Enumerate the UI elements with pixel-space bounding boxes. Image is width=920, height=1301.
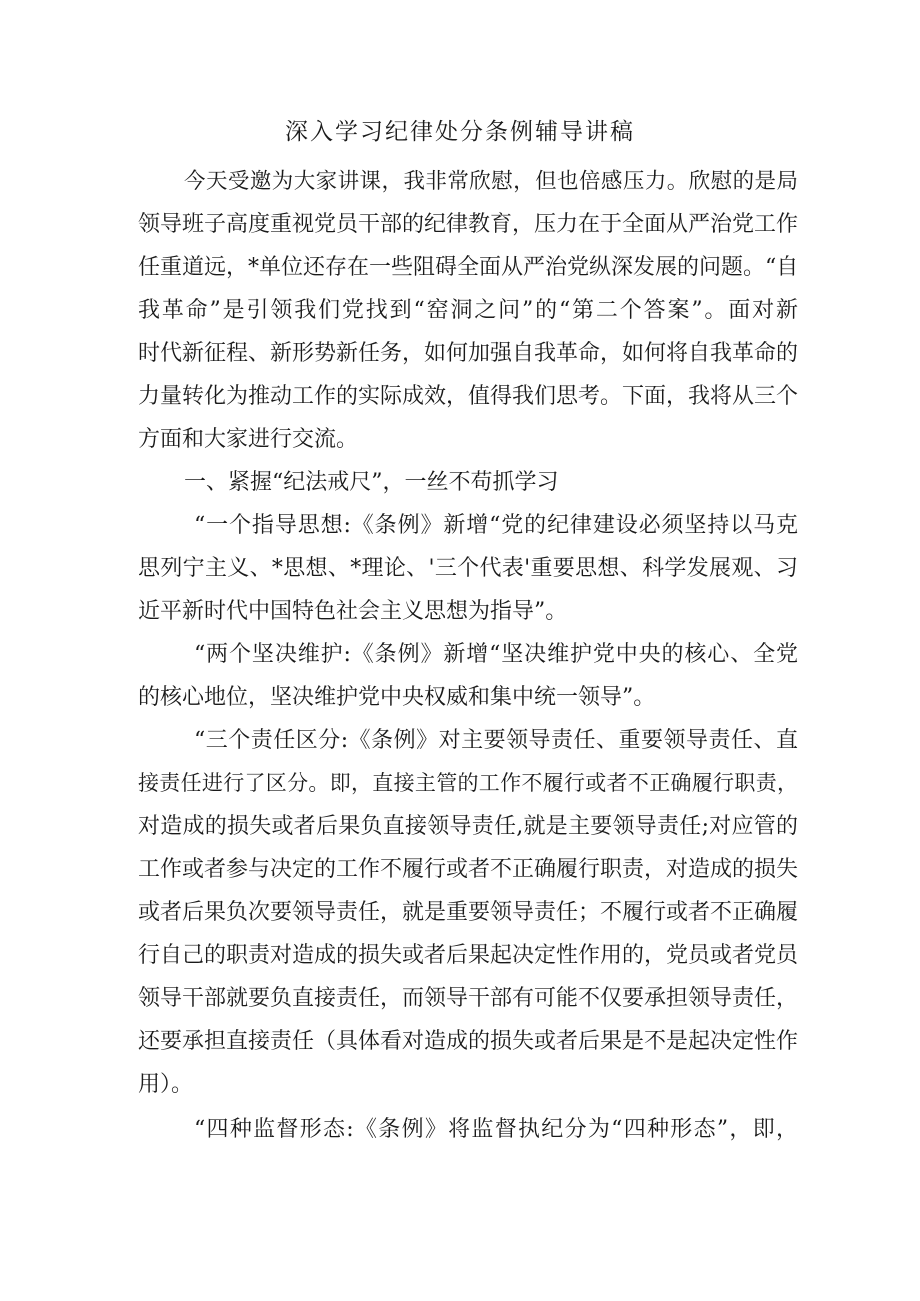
text-line: 领导班子高度重视党员干部的纪律教育，压力在于全面从严治党工作	[138, 212, 799, 237]
text-line: 接责任进行了区分。即，直接主管的工作不履行或者不正确履行职责，	[138, 771, 798, 795]
text-line: 思列宁主义、*思想、*理论、'三个代表'重要思想、科学发展观、习	[138, 556, 798, 581]
text-line: 行自己的职责对造成的损失或者后果起决定性作用的，党员或者党员	[138, 943, 799, 968]
text-line: 今天受邀为大家讲课，我非常欣慰，但也倍感压力。欣慰的是局	[184, 169, 798, 194]
text-line: 任重道远，*单位还存在一些阻碍全面从严治党纵深发展的问题。“自	[138, 255, 799, 280]
text-line: 还要承担直接责任（具体看对造成的损失或者后果是不是起决定性作	[138, 1029, 799, 1054]
text-line: 对造成的损失或者后果负直接领导责任,就是主要领导责任;对应管的	[138, 814, 798, 839]
document-title: 深入学习纪律处分条例辅导讲稿	[285, 119, 635, 145]
text-line: “一个指导思想:《条例》新增“党的纪律建设必须坚持以马克	[194, 513, 798, 538]
text-line: “四种监督形态:《条例》将监督执纪分为“四种形态”，即，	[194, 1117, 798, 1142]
text-line: 或者后果负次要领导责任，就是重要领导责任；不履行或者不正确履	[138, 900, 799, 925]
text-line: 方面和大家进行交流。	[138, 427, 359, 452]
text-line: 工作或者参与决定的工作不履行或者不正确履行职责，对造成的损失	[138, 857, 799, 882]
text-line: 用）。	[138, 1072, 194, 1097]
text-line: 时代新征程、新形势新任务，如何加强自我革命，如何将自我革命的	[138, 341, 799, 366]
text-line: 我革命”是引领我们党找到“窑洞之问”的“第二个答案”。面对新	[138, 298, 798, 323]
section-heading: 一、紧握“纪法戒尺”，一丝不苟抓学习	[184, 470, 559, 495]
text-line: 力量转化为推动工作的实际成效，值得我们思考。下面，我将从三个	[138, 384, 799, 409]
text-line: “两个坚决维护:《条例》新增“坚决维护党中央的核心、全党	[194, 642, 798, 667]
text-line: 近平新时代中国特色社会主义思想为指导”。	[138, 599, 568, 624]
text-line: 的核心地位，坚决维护党中央权威和集中统一领导”。	[138, 685, 656, 710]
text-line: 领导干部就要负直接责任，而领导干部有可能不仅要承担领导责任，	[138, 986, 799, 1011]
text-line: “三个责任区分:《条例》对主要领导责任、重要领导责任、直	[194, 728, 798, 753]
